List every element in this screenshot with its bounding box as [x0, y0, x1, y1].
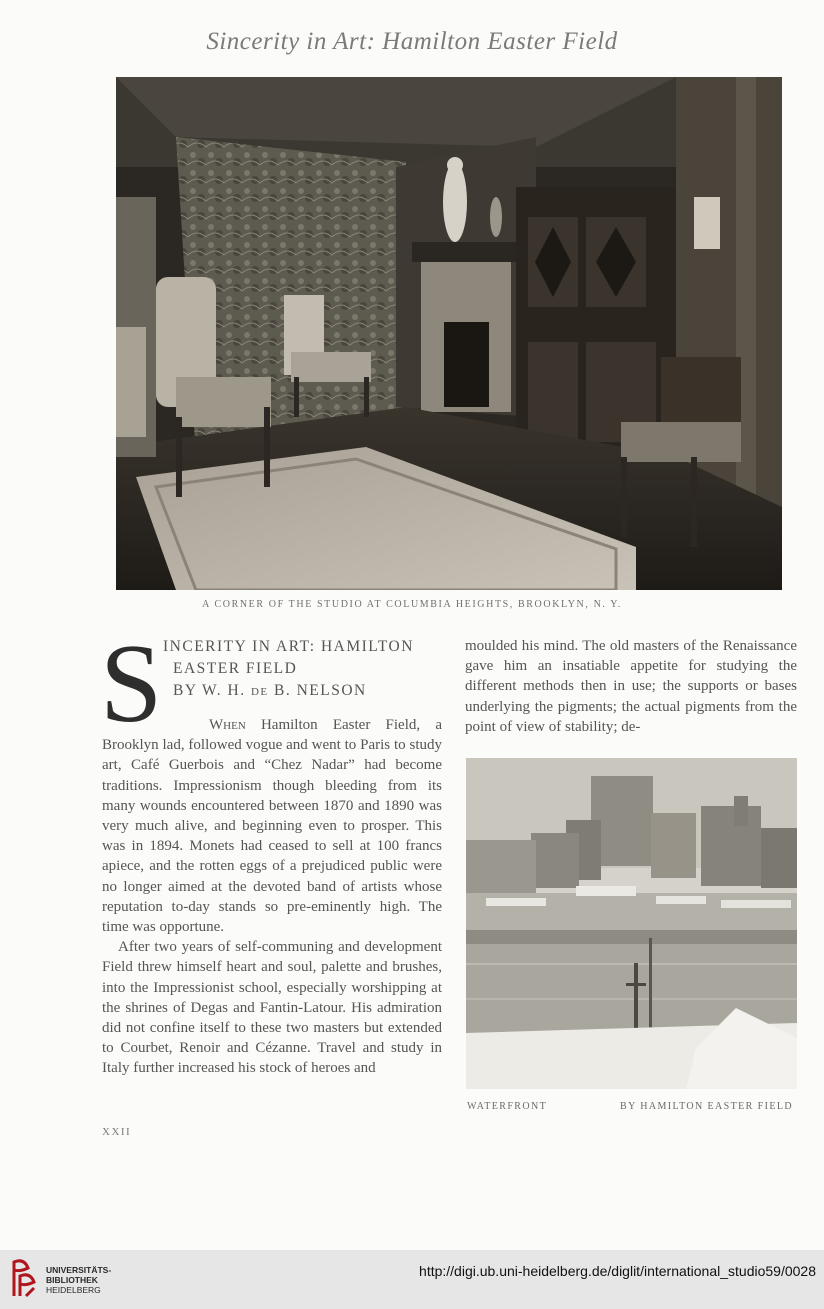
studio-photograph-drawing [116, 77, 782, 590]
body-column-right [465, 636, 797, 737]
source-url-link[interactable]: http://digi.ub.uni-heidelberg.de/diglit/international_studio59/0028 [419, 1263, 816, 1279]
headline-line-1: INCERITY IN ART: HAMILTON [163, 638, 414, 655]
body-column-left [102, 715, 442, 1079]
plate-caption: A CORNER OF THE STUDIO AT COLUMBIA HEIGHTS, BROOKLYN, N. Y. [202, 599, 622, 610]
library-line-1: UNIVERSITÄTS- [46, 1265, 112, 1275]
byline-suffix: B. NELSON [268, 682, 367, 699]
library-name[interactable] [46, 1265, 111, 1295]
painting-title: WATERFRONT [467, 1101, 548, 1112]
byline-de: de [250, 682, 269, 699]
paragraph-1 [102, 715, 442, 937]
studio-photograph [116, 77, 782, 590]
headline-line-2: EASTER FIELD [173, 660, 298, 677]
running-head: Sincerity in Art: Hamilton Easter Field [206, 28, 618, 55]
waterfront-painting [466, 758, 797, 1089]
page-number: XXII [102, 1126, 132, 1138]
paragraph-3: moulded his mind. The old masters of the Renaissance gave him an insatiable appetite for studying the different methods then in use; the supports or bases underlying the pigments; the actual pigments from the point of view of stability; de- [465, 638, 797, 735]
library-footer [0, 1250, 824, 1309]
paragraph-1-text: Hamilton Easter Field, a Brooklyn lad, followed vogue and went to Paris to study art, Café Guerbois and “Chez Nadar” had become traditions. Impressionism though bleeding from its many wounds encountered between 1870 and 1890 was very much alive, and beginning even to prosper. This was in 1894. Monets had ceased to sell at 100 francs apiece, and the rotten eggs of a prejudiced public were no longer aimed at the devoted band of artists whose reputation to-day stands so pre-eminently high. The time was opportune. [102, 717, 442, 936]
article-headline [163, 636, 414, 702]
byline-prefix: BY W. H. [173, 682, 251, 699]
byline [163, 680, 414, 702]
library-line-2: BIBLIOTHEK [46, 1275, 98, 1285]
library-line-3: HEIDELBERG [46, 1285, 101, 1295]
paragraph-2: After two years of self-communing and development Field threw himself heart and soul, palette and brushes, into the Impressionist school, especially worshipping at the shrines of Degas and Fantin-Latour. His admiration did not confine itself to these two masters but extended to Courbet, Renoir and Cézanne. Travel and study in Italy further increased his stock of heroes and [102, 939, 442, 1077]
drop-cap: S [100, 622, 163, 746]
waterfront-painting-drawing [466, 758, 797, 1089]
painting-artist: BY HAMILTON EASTER FIELD [620, 1101, 793, 1112]
paragraph-1-smallcaps: When [209, 717, 246, 733]
library-logo-icon[interactable] [10, 1258, 38, 1298]
